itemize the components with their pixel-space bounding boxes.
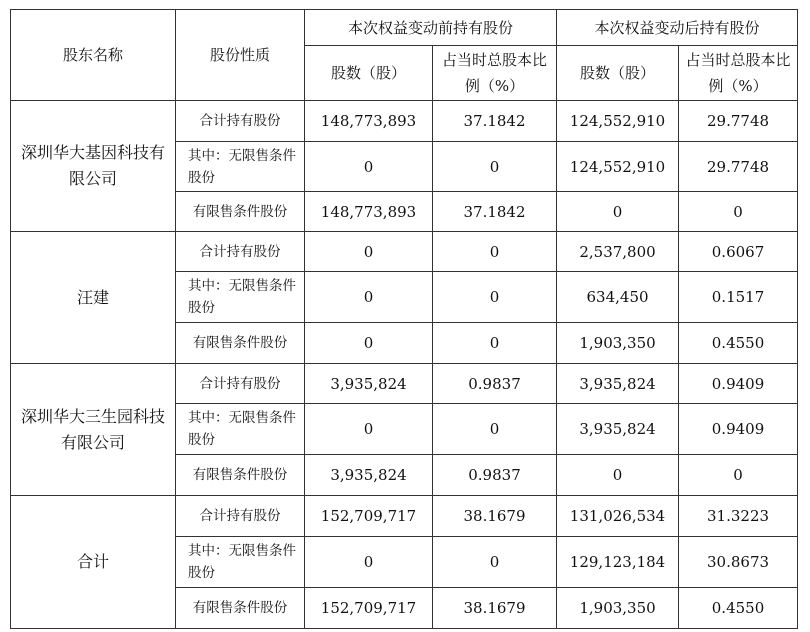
shares-after: 124,552,910	[557, 101, 679, 142]
share-type: 其中：无限售条件股份	[176, 537, 305, 588]
shares-before: 0	[305, 232, 433, 272]
ratio-after: 0	[679, 455, 798, 496]
ratio-before: 38.1679	[433, 588, 557, 629]
ratio-after: 0	[679, 192, 798, 232]
shares-before: 3,935,824	[305, 364, 433, 404]
ratio-after: 0.1517	[679, 272, 798, 323]
ratio-before: 0.9837	[433, 364, 557, 404]
ratio-after: 0.4550	[679, 588, 798, 629]
share-type: 有限售条件股份	[176, 588, 305, 629]
shares-after: 0	[557, 192, 679, 232]
ratio-before: 37.1842	[433, 101, 557, 142]
shares-before: 0	[305, 537, 433, 588]
shares-before: 152,709,717	[305, 496, 433, 537]
ratio-before: 0	[433, 404, 557, 455]
ratio-before: 0	[433, 272, 557, 323]
shares-after: 124,552,910	[557, 142, 679, 192]
header-ratio-after: 占当时总股本比例（%）	[679, 46, 798, 101]
ratio-before: 0	[433, 232, 557, 272]
header-before: 本次权益变动前持有股份	[305, 10, 557, 46]
header-shares-before: 股数（股）	[305, 46, 433, 101]
ratio-before: 0	[433, 537, 557, 588]
shares-after: 3,935,824	[557, 404, 679, 455]
ratio-after: 0.9409	[679, 364, 798, 404]
table-row	[11, 101, 798, 142]
header-shares-after: 股数（股）	[557, 46, 679, 101]
ratio-after: 31.3223	[679, 496, 798, 537]
ratio-before: 37.1842	[433, 192, 557, 232]
share-type: 其中：无限售条件股份	[176, 142, 305, 192]
shares-after: 129,123,184	[557, 537, 679, 588]
holder-name: 深圳华大三生园科技有限公司	[11, 364, 176, 496]
shareholding-table	[10, 9, 798, 629]
ratio-after: 29.7748	[679, 142, 798, 192]
share-type: 合计持有股份	[176, 232, 305, 272]
ratio-before: 38.1679	[433, 496, 557, 537]
shares-before: 3,935,824	[305, 455, 433, 496]
table-row	[11, 232, 798, 272]
shares-after: 3,935,824	[557, 364, 679, 404]
shares-after: 634,450	[557, 272, 679, 323]
header-holder: 股东名称	[11, 10, 176, 101]
table-row	[11, 364, 798, 404]
shares-after: 131,026,534	[557, 496, 679, 537]
ratio-before: 0.9837	[433, 455, 557, 496]
ratio-after: 0.6067	[679, 232, 798, 272]
shares-after: 2,537,800	[557, 232, 679, 272]
share-type: 有限售条件股份	[176, 455, 305, 496]
ratio-after: 29.7748	[679, 101, 798, 142]
header-after: 本次权益变动后持有股份	[557, 10, 798, 46]
table-body	[11, 101, 798, 629]
header-ratio-before: 占当时总股本比例（%）	[433, 46, 557, 101]
header-share-type: 股份性质	[176, 10, 305, 101]
shares-before: 0	[305, 142, 433, 192]
ratio-after: 0.4550	[679, 323, 798, 364]
shares-before: 148,773,893	[305, 101, 433, 142]
ratio-before: 0	[433, 323, 557, 364]
share-type: 有限售条件股份	[176, 192, 305, 232]
ratio-after: 30.8673	[679, 537, 798, 588]
share-type: 其中：无限售条件股份	[176, 404, 305, 455]
shares-before: 0	[305, 323, 433, 364]
shares-after: 0	[557, 455, 679, 496]
shares-before: 148,773,893	[305, 192, 433, 232]
share-type: 合计持有股份	[176, 496, 305, 537]
holder-name: 深圳华大基因科技有限公司	[11, 101, 176, 232]
share-type: 合计持有股份	[176, 364, 305, 404]
share-type: 其中：无限售条件股份	[176, 272, 305, 323]
share-type: 合计持有股份	[176, 101, 305, 142]
shares-after: 1,903,350	[557, 588, 679, 629]
shares-before: 0	[305, 272, 433, 323]
shares-before: 152,709,717	[305, 588, 433, 629]
share-type: 有限售条件股份	[176, 323, 305, 364]
holder-name: 合计	[11, 496, 176, 629]
holder-name: 汪建	[11, 232, 176, 364]
shares-before: 0	[305, 404, 433, 455]
table-row	[11, 496, 798, 537]
ratio-before: 0	[433, 142, 557, 192]
ratio-after: 0.9409	[679, 404, 798, 455]
shares-after: 1,903,350	[557, 323, 679, 364]
